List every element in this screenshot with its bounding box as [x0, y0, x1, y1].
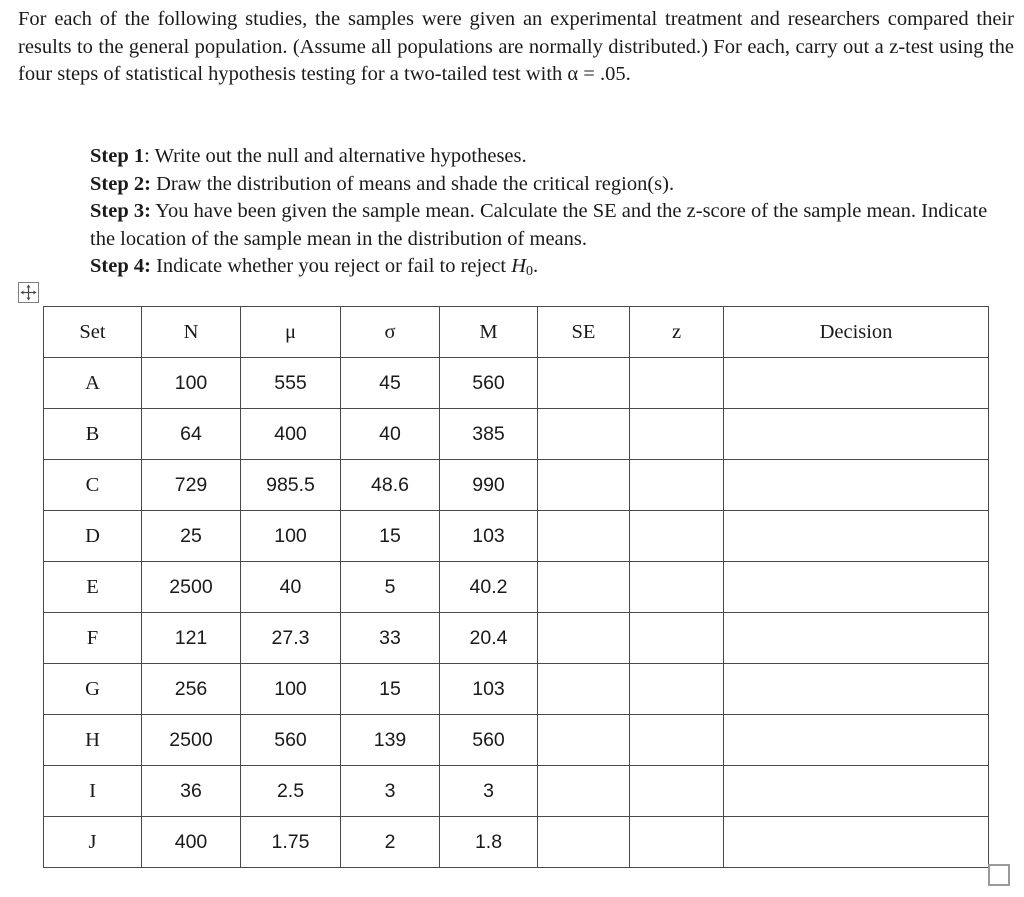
cell-se[interactable] — [538, 613, 630, 664]
cell-sigma: 139 — [341, 715, 440, 766]
header-sigma: σ — [341, 307, 440, 358]
cell-set: C — [44, 460, 142, 511]
table-header-row — [44, 307, 989, 358]
table-row — [44, 715, 989, 766]
cell-m: 40.2 — [440, 562, 538, 613]
cell-mu: 2.5 — [241, 766, 341, 817]
cell-z[interactable] — [630, 766, 724, 817]
cell-set: J — [44, 817, 142, 868]
cell-m: 560 — [440, 715, 538, 766]
cell-set: D — [44, 511, 142, 562]
cell-z[interactable] — [630, 817, 724, 868]
cell-se[interactable] — [538, 715, 630, 766]
cell-mu: 400 — [241, 409, 341, 460]
cell-n: 64 — [142, 409, 241, 460]
cell-mu: 560 — [241, 715, 341, 766]
cell-n: 2500 — [142, 562, 241, 613]
cell-decision[interactable] — [724, 613, 989, 664]
cell-z[interactable] — [630, 664, 724, 715]
cell-z[interactable] — [630, 409, 724, 460]
cell-m: 1.8 — [440, 817, 538, 868]
cell-mu: 27.3 — [241, 613, 341, 664]
table-row — [44, 766, 989, 817]
cell-decision[interactable] — [724, 766, 989, 817]
cell-n: 2500 — [142, 715, 241, 766]
cell-sigma: 33 — [341, 613, 440, 664]
h0-subscript: 0 — [526, 264, 534, 279]
cell-se[interactable] — [538, 766, 630, 817]
table-row — [44, 613, 989, 664]
cell-set: E — [44, 562, 142, 613]
header-decision: Decision — [724, 307, 989, 358]
cell-m: 103 — [440, 511, 538, 562]
table-row — [44, 409, 989, 460]
cell-se[interactable] — [538, 817, 630, 868]
step-2 — [90, 171, 1000, 199]
cell-sigma: 48.6 — [341, 460, 440, 511]
step-label: Step 4: — [90, 255, 151, 277]
cell-z[interactable] — [630, 511, 724, 562]
cell-mu: 100 — [241, 664, 341, 715]
instructions-paragraph: For each of the following studies, the samples were given an experimental treatment and researchers compared their results to the general population. (Assume all populations are normally distributed.) For each, carry out a z-test using the four steps of statistical hypothesis testing for a two-tailed test with α = .05. — [18, 8, 1014, 85]
table-row — [44, 358, 989, 409]
step-separator: : — [144, 145, 150, 167]
cell-z[interactable] — [630, 613, 724, 664]
cell-z[interactable] — [630, 562, 724, 613]
cell-m: 560 — [440, 358, 538, 409]
h0-suffix: . — [533, 255, 539, 277]
header-mu: μ — [241, 307, 341, 358]
cell-m: 990 — [440, 460, 538, 511]
cell-mu: 555 — [241, 358, 341, 409]
header-se: SE — [538, 307, 630, 358]
cell-n: 400 — [142, 817, 241, 868]
table-row — [44, 562, 989, 613]
cell-m: 3 — [440, 766, 538, 817]
cell-n: 36 — [142, 766, 241, 817]
cell-sigma: 15 — [341, 511, 440, 562]
step-3 — [90, 198, 1000, 253]
cell-m: 385 — [440, 409, 538, 460]
cell-se[interactable] — [538, 664, 630, 715]
step-text: You have been given the sample mean. Calculate the SE and the z-score of the sample mean. Indicate the location of the sample mean in the distribution of means. — [90, 200, 988, 250]
cell-decision[interactable] — [724, 664, 989, 715]
cell-n: 25 — [142, 511, 241, 562]
cell-set: G — [44, 664, 142, 715]
cell-sigma: 45 — [341, 358, 440, 409]
cell-decision[interactable] — [724, 460, 989, 511]
cell-mu: 100 — [241, 511, 341, 562]
cell-z[interactable] — [630, 715, 724, 766]
cell-z[interactable] — [630, 460, 724, 511]
cell-sigma: 3 — [341, 766, 440, 817]
table-resize-handle[interactable] — [988, 864, 1010, 886]
step-text: Draw the distribution of means and shade the critical region(s). — [150, 172, 675, 195]
step-label: Step 1 — [90, 145, 145, 167]
null-hypothesis-symbol — [511, 255, 533, 277]
step-4 — [90, 253, 1000, 286]
cell-decision[interactable] — [724, 511, 989, 562]
cell-decision[interactable] — [724, 715, 989, 766]
steps-list — [90, 143, 1000, 286]
cell-se[interactable] — [538, 358, 630, 409]
cell-n: 729 — [142, 460, 241, 511]
cell-decision[interactable] — [724, 817, 989, 868]
cell-n: 100 — [142, 358, 241, 409]
cell-decision[interactable] — [724, 409, 989, 460]
cell-set: I — [44, 766, 142, 817]
table-row — [44, 460, 989, 511]
cell-decision[interactable] — [724, 358, 989, 409]
data-table — [43, 306, 989, 868]
header-z: z — [630, 307, 724, 358]
cell-se[interactable] — [538, 460, 630, 511]
table-row — [44, 817, 989, 868]
cell-m: 20.4 — [440, 613, 538, 664]
cell-set: B — [44, 409, 142, 460]
cell-se[interactable] — [538, 511, 630, 562]
step-text: Indicate whether you reject or fail to reject — [150, 255, 512, 277]
cell-se[interactable] — [538, 562, 630, 613]
h0-letter: H — [511, 255, 527, 277]
cell-n: 256 — [142, 664, 241, 715]
cell-sigma: 2 — [341, 817, 440, 868]
header-m: M — [440, 307, 538, 358]
cell-mu: 985.5 — [241, 460, 341, 511]
cell-mu: 1.75 — [241, 817, 341, 868]
cell-m: 103 — [440, 664, 538, 715]
table-row — [44, 664, 989, 715]
cell-set: A — [44, 358, 142, 409]
step-1 — [90, 143, 1000, 171]
header-n: N — [142, 307, 241, 358]
table-row — [44, 511, 989, 562]
cell-sigma: 15 — [341, 664, 440, 715]
cell-set: H — [44, 715, 142, 766]
cell-sigma: 5 — [341, 562, 440, 613]
step-text: Write out the null and alternative hypotheses. — [149, 145, 527, 167]
cell-set: F — [44, 613, 142, 664]
cell-n: 121 — [142, 613, 241, 664]
cell-z[interactable] — [630, 358, 724, 409]
cell-decision[interactable] — [724, 562, 989, 613]
step-label: Step 3: — [90, 200, 151, 222]
table-move-handle-icon[interactable] — [18, 282, 39, 303]
cell-sigma: 40 — [341, 409, 440, 460]
cell-mu: 40 — [241, 562, 341, 613]
header-set: Set — [44, 307, 142, 358]
cell-se[interactable] — [538, 409, 630, 460]
step-label: Step 2: — [90, 172, 151, 195]
